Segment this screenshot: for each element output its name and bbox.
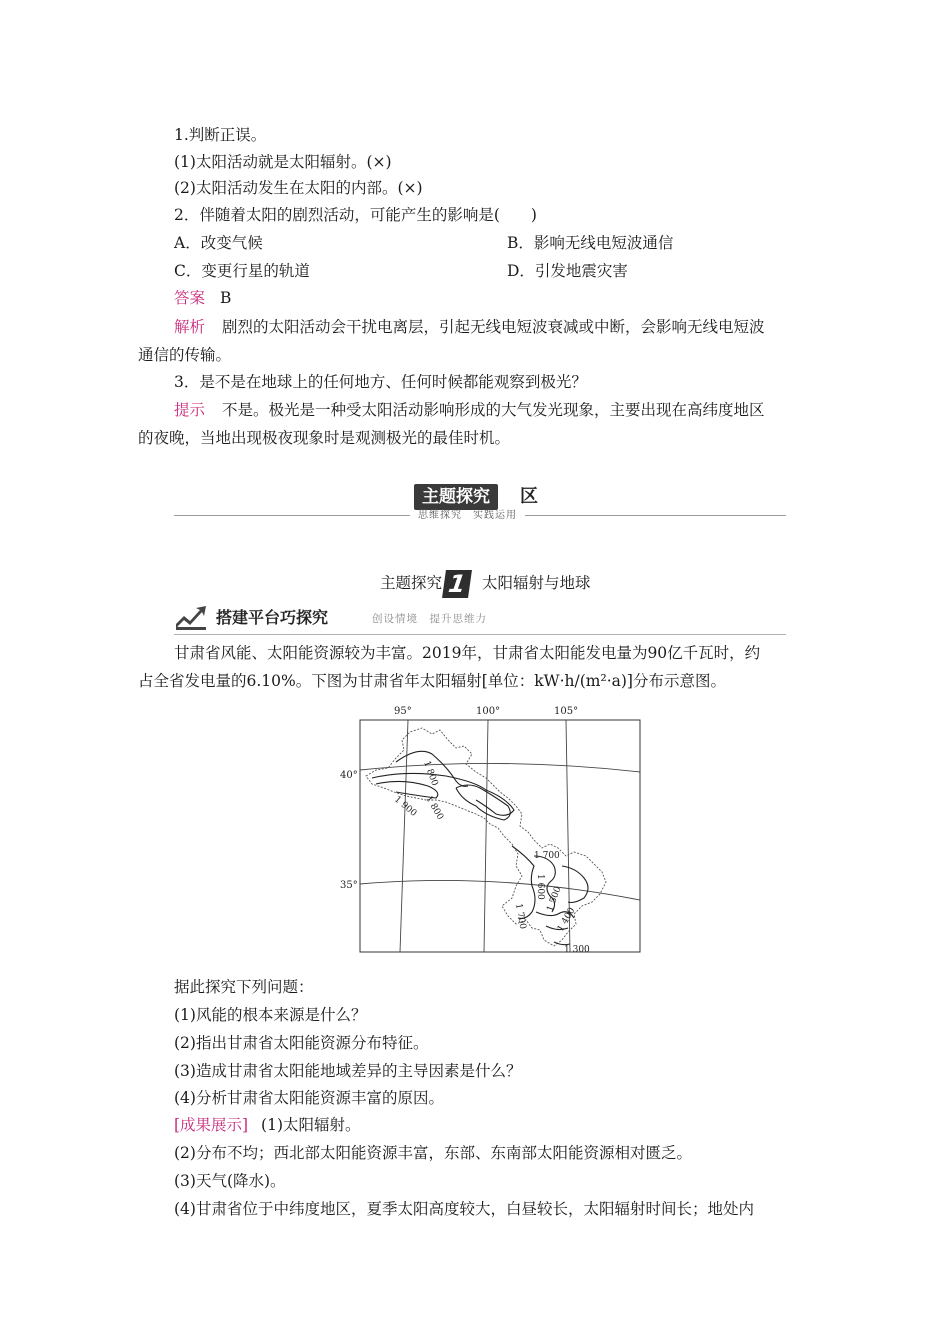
q2-option-a: A．改变气候 <box>174 234 263 252</box>
section-banner <box>174 482 786 530</box>
q2-analysis-line-1 <box>174 316 764 338</box>
answer-value: B <box>219 289 232 307</box>
q1-title: 1.判断正误。 <box>174 126 267 144</box>
question-3: (3)造成甘肃省太阳能地域差异的主导因素是什么？ <box>174 1062 522 1080</box>
result-4: (4)甘肃省位于中纬度地区，夏季太阳高度较大，白昼较长，太阳辐射时间长；地处内 <box>174 1200 754 1218</box>
result-2: (2)分布不均；西北部太阳能资源丰富，东部、东南部太阳能资源相对匮乏。 <box>174 1144 692 1162</box>
question-4: (4)分析甘肃省太阳能资源丰富的原因。 <box>174 1089 444 1107</box>
hint-text: 不是。极光是一种受太阳活动影响形成的大气发光现象，主要出现在高纬度地区 <box>221 401 765 419</box>
q2-option-d: D．引发地震灾害 <box>507 262 628 280</box>
topic-prefix: 主题探究 <box>380 574 443 592</box>
result-1: (1)太阳辐射。 <box>261 1116 361 1134</box>
results-line-1 <box>174 1114 361 1136</box>
analysis-text: 剧烈的太阳活动会干扰电离层，引起无线电短波衰减或中断，会影响无线电短波 <box>221 318 765 336</box>
banner-title: 主题探究 <box>414 484 498 510</box>
q1-item-1: (1)太阳活动就是太阳辐射。(×) <box>174 153 392 171</box>
contour-label-1800-central: 1 800 <box>423 794 445 822</box>
question-1: (1)风能的根本来源是什么？ <box>174 1006 367 1024</box>
contour-label-1700-a: 1 700 <box>534 851 560 861</box>
lat-label-35: 35° <box>340 880 358 891</box>
banner-suffix: 区 <box>520 486 538 507</box>
lat-label-40: 40° <box>340 770 358 781</box>
q1-item-2: (2)太阳活动发生在太阳的内部。(×) <box>174 179 423 197</box>
gansu-solar-radiation-map <box>336 706 646 956</box>
result-3: (3)天气(降水)。 <box>174 1172 286 1190</box>
contour-label-1300: 1 300 <box>564 945 590 955</box>
results-label: [成果展示] <box>174 1116 249 1134</box>
q2-answer <box>174 287 231 309</box>
q2-stem: 2．伴随着太阳的剧烈活动，可能产生的影响是( ) <box>174 206 537 224</box>
lon-label-95: 95° <box>394 706 412 717</box>
contour-label-1600: 1 600 <box>535 874 545 900</box>
trend-chart-icon <box>174 604 208 632</box>
scenario-line-2: 占全省发电量的6.10%。下图为甘肃省年太阳辐射[单位：kW·h/(m²·a)]分布示意图。 <box>138 672 726 690</box>
subsection-header <box>174 604 786 634</box>
contour-label-1400: 1 400 <box>555 906 578 934</box>
analysis-label: 解析 <box>174 318 206 336</box>
q3-hint-line-2: 的夜晚，当地出现极夜现象时是观测极光的最佳时机。 <box>138 429 511 447</box>
topic-title <box>380 568 591 598</box>
answer-label: 答案 <box>174 289 206 307</box>
scenario-line-1: 甘肃省风能、太阳能资源较为丰富。2019年，甘肃省太阳能发电量为90亿千瓦时，约 <box>174 644 761 662</box>
hint-label: 提示 <box>174 401 206 419</box>
question-2: (2)指出甘肃省太阳能资源分布特征。 <box>174 1034 429 1052</box>
subsection-tag: 创设情境 提升思维力 <box>372 613 487 625</box>
topic-name: 太阳辐射与地球 <box>482 574 591 592</box>
map-frame <box>360 720 640 952</box>
lon-label-105: 105° <box>554 706 579 717</box>
q3-stem: 3．是不是在地球上的任何地方、任何时候都能观察到极光？ <box>174 373 587 391</box>
contour-label-1700-b: 1 700 <box>513 902 528 930</box>
q3-hint-line-1 <box>174 399 764 421</box>
q2-analysis-line-2: 通信的传输。 <box>138 346 232 364</box>
topic-number-badge: 1 <box>442 570 472 598</box>
contour-label-1900: 1 900 <box>392 794 419 819</box>
contour-label-1800-north: 1 800 <box>421 759 440 788</box>
questions-intro: 据此探究下列问题： <box>174 978 314 996</box>
subsection-title: 搭建平台巧探究 <box>216 608 329 627</box>
subsection-underline <box>174 634 786 635</box>
lon-label-100: 100° <box>476 706 501 717</box>
q2-option-b: B．影响无线电短波通信 <box>507 234 674 252</box>
contour-label-1500: 1 500 <box>545 885 564 914</box>
banner-subtitle: 思维探究 实践运用 <box>410 510 525 522</box>
q2-option-c: C．变更行星的轨道 <box>174 262 310 280</box>
